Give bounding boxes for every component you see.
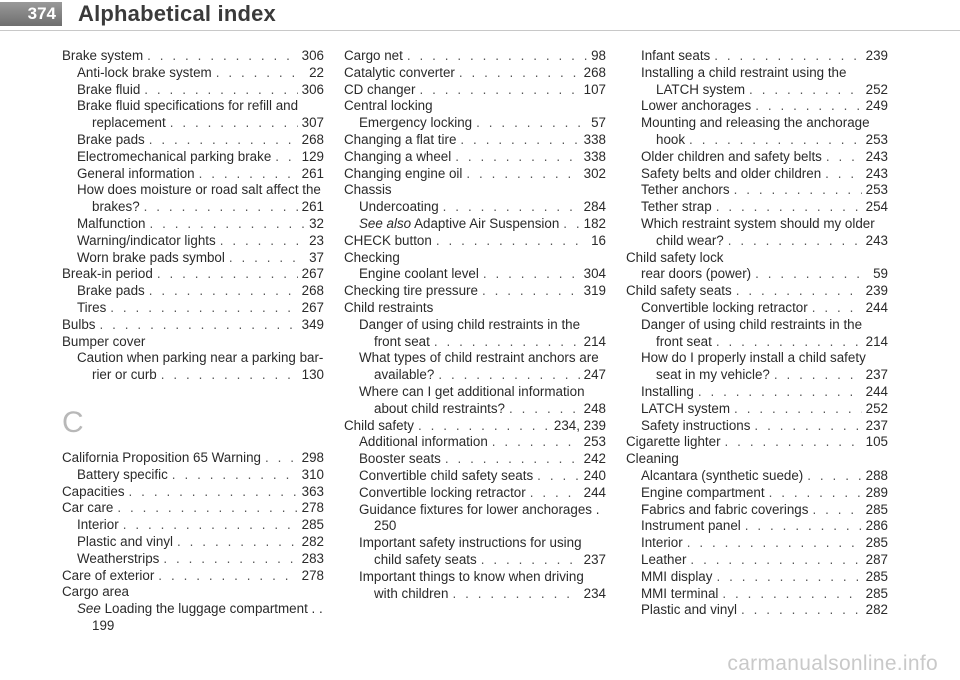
index-entry[interactable]: Interior . . . 285 [62, 517, 324, 534]
index-entry[interactable]: Brake system . . . 306 [62, 48, 324, 65]
index-entry[interactable]: Bulbs . . . 349 [62, 317, 324, 334]
index-entry[interactable]: Older children and safety belts . . . 243 [626, 149, 888, 166]
index-entry[interactable]: Plastic and vinyl . . . 282 [626, 602, 888, 619]
index-entry-text: Cargo area [62, 584, 129, 600]
index-entry[interactable]: Tether strap . . . 254 [626, 199, 888, 216]
index-entry-text: Central locking [344, 98, 433, 114]
index-entry[interactable]: seat in my vehicle? . . . 237 [626, 367, 888, 384]
index-entry[interactable]: Car care . . . 278 [62, 500, 324, 517]
index-entry-text: Where can I get additional information [359, 383, 585, 399]
index-entry[interactable]: Emergency locking . . . 57 [344, 115, 606, 132]
index-entry[interactable]: LATCH system . . . 252 [626, 401, 888, 418]
index-entry[interactable]: Tires . . . 267 [62, 300, 324, 317]
index-entry[interactable]: LATCH system . . . 252 [626, 82, 888, 99]
index-entry[interactable]: Engine coolant level . . . 304 [344, 266, 606, 283]
index-entry[interactable]: Break-in period . . . 267 [62, 266, 324, 283]
index-entry[interactable]: available? . . . 247 [344, 367, 606, 384]
index-entry-text: Danger of using child restraints in the [641, 316, 863, 332]
see-reference[interactable]: See Loading the luggage compartment . . [77, 601, 323, 617]
index-entry[interactable]: Catalytic converter . . . 268 [344, 65, 606, 82]
index-entry[interactable]: Lower anchorages . . . 249 [626, 98, 888, 115]
index-entry[interactable]: rear doors (power) . . . 59 [626, 266, 888, 283]
index-entry[interactable]: Brake pads . . . 268 [62, 132, 324, 149]
index-entry[interactable]: California Proposition 65 Warning . . . 298 [62, 450, 324, 467]
index-entry[interactable]: Changing a flat tire . . . 338 [344, 132, 606, 149]
index-entry[interactable]: Infant seats . . . 239 [626, 48, 888, 65]
index-entry[interactable]: replacement . . . 307 [62, 115, 324, 132]
index-entry[interactable]: Cargo net . . . 98 [344, 48, 606, 65]
index-entry[interactable]: Convertible child safety seats . . . 240 [344, 468, 606, 485]
index-entry-text: Mounting and releasing the anchorage [641, 115, 870, 131]
index-entry[interactable]: Tether anchors . . . 253 [626, 182, 888, 199]
index-entry[interactable]: Weatherstrips . . . 283 [62, 551, 324, 568]
index-entry[interactable]: with children . . . 234 [344, 586, 606, 603]
page-title: Alphabetical index [78, 1, 276, 26]
index-entry[interactable]: Capacities . . . 363 [62, 484, 324, 501]
index-entry[interactable]: Child safety . . . 234, 239 [344, 418, 606, 435]
index-entry[interactable]: Interior . . . 285 [626, 535, 888, 552]
index-entry[interactable]: child safety seats . . . 237 [344, 552, 606, 569]
page-number: 374 [27, 4, 56, 23]
index-entry-text: Which restraint system should my older [641, 215, 875, 231]
index-entry-text: Important safety instructions for using [359, 535, 582, 551]
page-number-badge [0, 2, 62, 26]
index-entry[interactable]: brakes? . . . 261 [62, 199, 324, 216]
index-column-3 [626, 48, 888, 619]
index-entry[interactable]: Changing a wheel . . . 338 [344, 149, 606, 166]
index-entry[interactable]: Checking tire pressure . . . 319 [344, 283, 606, 300]
index-entry[interactable]: MMI display . . . 285 [626, 569, 888, 586]
index-entry[interactable]: Installing . . . 244 [626, 384, 888, 401]
index-entry[interactable]: rier or curb . . . 130 [62, 367, 324, 384]
index-entry[interactable]: MMI terminal . . . 285 [626, 586, 888, 603]
index-entry-text: Bumper cover [62, 333, 146, 349]
index-entry-text: Caution when parking near a parking bar- [77, 350, 324, 366]
index-entry[interactable]: Warning/indicator lights . . . 23 [62, 233, 324, 250]
index-entry[interactable]: Changing engine oil . . . 302 [344, 166, 606, 183]
index-entry[interactable]: Cigarette lighter . . . 105 [626, 434, 888, 451]
index-entry[interactable]: Worn brake pads symbol . . . 37 [62, 250, 324, 267]
index-entry[interactable]: Convertible locking retractor . . . 244 [344, 485, 606, 502]
index-entry-text: Child restraints [344, 299, 434, 315]
index-entry[interactable]: Convertible locking retractor . . . 244 [626, 300, 888, 317]
index-entry-text: Child safety lock [626, 249, 724, 265]
index-entry[interactable]: Battery specific . . . 310 [62, 467, 324, 484]
index-entry[interactable]: Brake pads . . . 268 [62, 283, 324, 300]
index-entry[interactable]: CHECK button . . . 16 [344, 233, 606, 250]
index-entry-text: Brake fluid specifications for refill and [77, 98, 299, 114]
index-entry[interactable]: Fabrics and fabric coverings . . . 285 [626, 502, 888, 519]
index-column-1 [62, 48, 324, 635]
header-divider [0, 30, 960, 31]
index-entry-text: Installing a child restraint using the [641, 64, 847, 80]
index-entry[interactable]: Instrument panel . . . 286 [626, 518, 888, 535]
index-entry[interactable]: about child restraints? . . . 248 [344, 401, 606, 418]
section-letter-c: C [62, 405, 84, 439]
index-column-2 [344, 48, 606, 602]
index-entry[interactable]: Care of exterior . . . 278 [62, 568, 324, 585]
index-entry-page: 250 [374, 518, 397, 534]
index-entry-text: What types of child restraint anchors are [359, 350, 599, 366]
index-entry[interactable]: front seat . . . 214 [344, 334, 606, 351]
index-entry-text: Important things to know when driving [359, 568, 584, 584]
watermark: carmanualsonline.info [727, 652, 938, 675]
index-entry[interactable]: Engine compartment . . . 289 [626, 485, 888, 502]
index-entry[interactable]: Booster seats . . . 242 [344, 451, 606, 468]
index-entry[interactable]: CD changer . . . 107 [344, 82, 606, 99]
index-entry[interactable]: child wear? . . . 243 [626, 233, 888, 250]
index-entry[interactable]: hook . . . 253 [626, 132, 888, 149]
index-entry-text: Chassis [344, 182, 392, 198]
index-entry[interactable]: Plastic and vinyl . . . 282 [62, 534, 324, 551]
index-entry[interactable]: Anti-lock brake system . . . 22 [62, 65, 324, 82]
index-entry-text: Danger of using child restraints in the [359, 316, 581, 332]
index-entry[interactable]: General information . . . 261 [62, 166, 324, 183]
index-entry[interactable]: Undercoating . . . 284 [344, 199, 606, 216]
see-also-reference[interactable]: See also Adaptive Air Suspension . . . 182 [344, 216, 606, 233]
index-entry-text: How does moisture or road salt affect the [77, 182, 321, 198]
index-entry[interactable]: Safety instructions . . . 237 [626, 418, 888, 435]
index-entry[interactable]: Alcantara (synthetic suede) . . . 288 [626, 468, 888, 485]
index-entry[interactable]: Malfunction . . . 32 [62, 216, 324, 233]
page-header [0, 0, 960, 32]
see-reference-page: 199 [92, 617, 115, 633]
index-entry-text: Checking [344, 249, 400, 265]
index-entry[interactable]: front seat . . . 214 [626, 334, 888, 351]
index-entry-text: Guidance fixtures for lower anchorages . [359, 501, 600, 517]
index-entry[interactable]: Brake fluid . . . 306 [62, 82, 324, 99]
index-entry[interactable]: Electromechanical parking brake . . . 129 [62, 149, 324, 166]
index-entry[interactable]: Leather . . . 287 [626, 552, 888, 569]
index-entry[interactable]: Child safety seats . . . 239 [626, 283, 888, 300]
index-entry-text: Cleaning [626, 451, 679, 467]
index-entry[interactable]: Safety belts and older children . . . 243 [626, 166, 888, 183]
index-entry[interactable]: Additional information . . . 253 [344, 434, 606, 451]
index-entry-text: How do I properly install a child safety [641, 350, 866, 366]
